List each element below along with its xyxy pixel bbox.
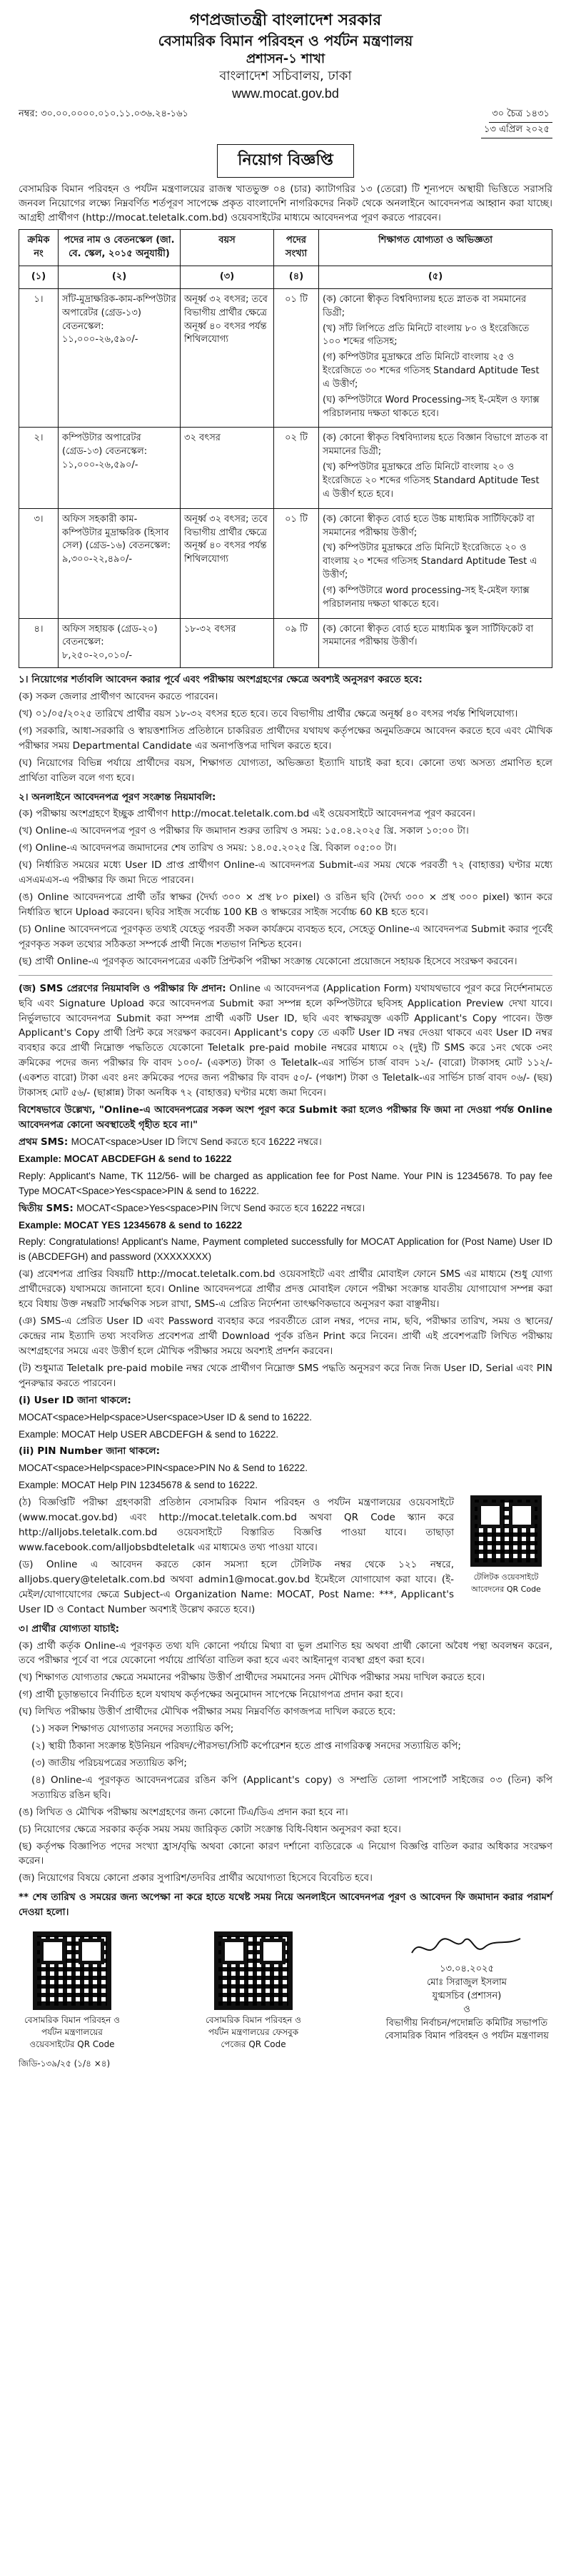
signature-block [381,1931,552,2044]
row-age: ১৮-৩২ বৎসর [181,618,274,668]
notice-title: নিয়োগ বিজ্ঞপ্তি [19,144,552,178]
section-heading: ১। নিয়োগের শর্তাবলি আবেদন করার পূর্বে এবং পরীক্ষায় অংশগ্রহণের ক্ষেত্রে অবশ্যই অনুসরণ করতে হবে: [19,674,423,686]
table-row [19,508,552,618]
signature-mark [406,1931,527,1963]
qualification-item: (ক) কোনো স্বীকৃত বিশ্ববিদ্যালয় হতে স্নাতক বা সমমানের ডিগ্রী; [323,293,527,318]
sms-warning: বিশেষভাবে উল্লেখ্য, "Online-এ আবেদনপত্রের সকল অংশ পূরণ করে Submit করা হলেও পরীক্ষার ফি জমা না দেওয়া পর্যন্ত Online আবেদনপত্র কোনো অবস্থাতেই গৃহীত হবে না।" [19,1104,552,1131]
document-item: (১) সকল শিক্ষাগত যোগ্যতার সনদের সত্যায়িত কপি; [31,1723,234,1735]
condition-item: (গ) সরকারি, আধা-সরকারি ও স্বায়ত্তশাসিত প্রতিষ্ঠানে চাকরিরত প্রার্থীদের যথাযথ কর্তৃপক্ষের অনুমতিক্রমে আবেদন করতে হবে এবং মৌখিক পরীক্ষার সময় Departmental Candidate এর অনাপত্তিপত্র দাখিল করতে হবে। [19,724,552,752]
col-serial: ক্রমিক নং [19,230,59,266]
row-age: অনূর্ধ্ব ৩২ বৎসর; তবে বিভাগীয় প্রার্থীর ক্ষেত্রে অনূর্ধ্ব ৪০ বৎসর পর্যন্ত শিথিলযোগ্য [181,508,274,618]
ministry-website: www.mocat.gov.bd [232,86,339,101]
section-heading: ৩। প্রার্থীর যোগ্যতা যাচাই: [19,1622,120,1635]
first-sms-format: MOCAT<space>User ID লিখে Send করতে হবে 16222 নম্বরে। [71,1136,322,1147]
pin-recovery-format: MOCAT<space>Help<space>PIN<space>PIN No & Send to 16222. [19,1463,308,1474]
row-post: কম্পিউটার অপারেটর (গ্রেড-১৩) বেতনস্কেল: ১১,০০০-২৬,৫৯০/- [59,428,181,508]
first-sms-reply: Reply: Applicant's Name, TK 112/56- will be charged as application fee for Post Name. Your PIN is 12345678. To pay fee Type MOCAT<Space>Yes<space>PIN & send to 16222. [19,1170,552,1196]
application-item: (খ) Online-এ আবেদনপত্র পূরণ ও পরীক্ষার ফি জমাদান শুরুর তারিখ ও সময়: ১৫.০৪.২০২৫ খ্রি. সকাল ১০:০০ টা। [19,825,469,837]
application-item: (ঙ) Online আবেদনপত্রে প্রার্থী তাঁর স্বাক্ষর (দৈর্ঘ্য ৩০০ × প্রস্থ ৮০ pixel) ও রঙিন ছবি (দৈর্ঘ্য ৩০০ × প্রস্থ ৩০০ pixel) স্ক্যান করে নির্ধারিত স্থানে Upload করবেন। ছবির সাইজ সর্বোচ্চ 100 KB ও স্বাক্ষরের সাইজ সর্বোচ্চ 60 KB হতে হবে। [19,892,552,919]
row-qualifications [319,428,552,508]
second-sms-label: দ্বিতীয় SMS: [19,1202,74,1214]
facebook-qr-label: বেসামরিক বিমান পরিবহন ও পর্যটন মন্ত্রণালয়ের ফেসবুক পেজের QR Code [205,2015,302,2049]
teletalk-qr-label: টেলিটক ওয়েবসাইটে আবেদনের QR Code [471,1572,541,1595]
facebook-qr-block [200,1931,307,2050]
application-item: (চ) Online আবেদনপত্রে পূরণকৃত তথ্যই যেহেতু পরবর্তী সকল কার্যক্রমে ব্যবহৃত হবে, সেহেতু Online-এ আবেদনপত্র Submit করার পূর্বেই পূরণকৃত সকল তথ্যের সঠিকতা সম্পর্কে প্রার্থী নিজে শতভাগ নিশ্চিত হবেন। [19,923,552,950]
col-qualification: শিক্ষাগত যোগ্যতা ও অভিজ্ঞতা [319,230,552,266]
colnum: (৩) [181,266,274,289]
first-sms-label: প্রথম SMS: [19,1136,69,1148]
application-item: (গ) Online-এ আবেদনপত্র জমাদানের শেষ তারিখ ও সময়: ১৪.০৫.২০২৫ খ্রি. বিকাল ০৫:০০ টা। [19,842,397,854]
signer-conjunction: ও [463,2004,470,2015]
signature-date: ১৩.০৪.২০২৫ [440,1964,494,1975]
colnum: (১) [19,266,59,289]
qualification-item: (ক) কোনো স্বীকৃত বোর্ড হতে মাধ্যমিক স্কুল সার্টিফিকেট বা সমমানের পরীক্ষায় উত্তীর্ণ। [323,623,534,648]
row-count: ০২ টি [274,428,319,508]
document-item: (২) স্থায়ী ঠিকানা সংক্রান্ত ইউনিয়ন পরিষদ/পৌরসভা/সিটি কর্পোরেশন হতে প্রাপ্ত নাগরিকত্ব সনদের সত্যায়িত কপি; [31,1740,461,1752]
colnum: (২) [59,266,181,289]
qualification-item: (খ) কম্পিউটার মুদ্রাক্ষরে প্রতি মিনিটে ইংরেজিতে ২০ ও বাংলায় ২০ শব্দের গতিসহ Standard Aptitude Test এ উত্তীর্ণ; [323,542,537,581]
condition-item: (খ) ০১/০৫/২০২৫ তারিখে প্রার্থীর বয়স ১৮-৩২ বৎসর হতে হবে। তবে বিভাগীয় প্রার্থীর ক্ষেত্রে অনূর্ধ্ব ৪০ বৎসর পর্যন্ত শিথিলযোগ্য। [19,707,518,719]
qualification-item: (খ) সাঁট লিপিতে প্রতি মিনিটে বাংলায় ৮০ ও ইংরেজিতে ১০০ শব্দের গতিসহ; [323,323,530,348]
userid-recovery-format: MOCAT<space>Help<space>User<space>User ID & send to 16222. [19,1411,312,1423]
second-sms-reply: Reply: Congratulations! Applicant's Name, Payment completed successfully for MOCAT Application for (Post Name) User ID is (ABCDEFGH) and password (XXXXXXXX) [19,1236,552,1263]
userid-recovery-example: Example: MOCAT Help USER ABCDEFGH & send to 16222. [19,1428,279,1440]
row-count: ০১ টি [274,508,319,618]
eligibility-item: (ক) প্রার্থী কর্তৃক Online-এ পূরণকৃত তথ্য যদি কোনো পর্যায়ে মিথ্যা বা ভুল প্রমাণিত হয় অথবা প্রার্থী কোনো অবৈধ পন্থা অবলম্বন করেন, তবে পরীক্ষার পূর্বে বা পরে যেকোনো পর্যায়ে প্রার্থিতা বাতিল করা হবে এবং আইনানুগ ব্যবস্থা গ্রহণ করা হবে। [19,1640,552,1667]
ministry-name: বেসামরিক বিমান পরিবহন ও পর্যটন মন্ত্রণালয় [158,31,413,49]
row-count: ০৯ টি [274,618,319,668]
row-post: অফিস সহকারী কাম-কম্পিউটার মুদ্রাক্ষরিক (হিসাব সেল) (গ্রেড-১৬) বেতনস্কেল: ৯,৩০০-২২,৪৯০/- [59,508,181,618]
notice-website-item: (ঠ) বিজ্ঞপ্তিটি পরীক্ষা গ্রহণকারী প্রতিষ্ঠান বেসামরিক বিমান পরিবহন ও পর্যটন মন্ত্রণালয়ের ওয়েবসাইটে (www.mocat.gov.bd) এবং http://mocat.teletalk.com.bd অথবা QR Code স্ক্যান করে http://alljobs.teletalk.com.bd ওয়েবসাইটে বিস্তারিত বিজ্ঞপ্তি পাওয়া যাবে। তাছাড়া www.facebook.com/alljobsbdteletalk এর মাধ্যমেও তথ্য পাওয়া যাবে। [19,1497,454,1553]
dfp-number: জিডি-১৩৯/২৫ (১/৪ ×৪) [19,2058,111,2069]
date-bangla: ৩০ চৈত্র ১৪৩১ [489,107,552,123]
document-item: (৪) Online-এ পূরণকৃত আবেদনপত্রের রঙিন কপি (Applicant's copy) ও সম্প্রতি তোলা পাসপোর্ট সাইজের ০৩ (তিন) কপি সত্যায়িত রঙিন ছবি। [31,1774,552,1801]
qualification-item: (গ) কম্পিউটার মুদ্রাক্ষরে প্রতি মিনিটে বাংলায় ২৫ ও ইংরেজিতে ৩০ শব্দের গতিসহ Standard Aptitude Test এ উত্তীর্ণ; [323,352,540,390]
branch-name: প্রশাসন-১ শাখা [246,51,325,66]
facebook-qr-code[interactable] [214,1931,293,2010]
row-serial: ৩। [19,508,59,618]
intro-paragraph: বেসামরিক বিমান পরিবহন ও পর্যটন মন্ত্রণালয়ের রাজস্ব খাতভুক্ত ০৪ (চার) ক্যাটাগরির ১৩ (তেরো) টি শূন্যপদে অস্থায়ী ভিত্তিতে সরাসরি জনবল নিয়োগের লক্ষ্যে নিম্নবর্ণিত শর্তপূরণ সাপেক্ষে প্রকৃত বাংলাদেশি নাগরিকদের নিকট থেকে অনলাইনে আবেদনপত্র আহ্বান করা যাচ্ছে। আগ্রহী প্রার্থীগণ (http://mocat.teletalk.com.bd) ওয়েবসাইটের মাধ্যমে আবেদনপত্র পূরণ করতে পারবেন। [19,183,552,224]
secretariat-address: বাংলাদেশ সচিবালয়, ঢাকা [219,68,352,84]
memo-line [19,107,552,138]
row-qualifications [319,618,552,668]
memo-number: নম্বর: ৩০.০০.০০০০.০১০.১১.০৩৬.২৪-১৬১ [19,108,188,119]
sms-intro: Online এ আবেদনপত্র (Application Form) যথাযথভাবে পূরণ করে নির্দেশনামতে ছবি এবং Signature Upload করে আবেদনপত্র Submit করা সম্পন্ন হলে কম্পিউটারে ছবিসহ Application Preview দেখা যাবে। নির্ভুলভাবে আবেদনপত্র Submit করা সম্পন্ন প্রার্থী একটি User ID, ছবি এবং স্বাক্ষরযুক্ত একটি Applicant's Copy পাবেন। উক্ত Applicant's Copy প্রার্থী প্রিন্ট করে সংরক্ষণ করবেন। Applicant's copy তে একটি User ID নম্বর দেওয়া থাকবে এবং User ID নম্বর ব্যবহার করে প্রার্থী নিম্নোক্ত পদ্ধতিতে যেকোনো Teletalk pre-paid mobile নম্বরের মাধ্যমে ০২ (দুই) টি SMS করে ১নং থেকে ৩নং ক্রমিকের পদের জন্য পরীক্ষার ফি বাবদ ১০০/- (একশত) টাকা ও Teletalk-এর সার্ভিস চার্জ বাবদ ১২/- (বারো) টাকাসহ মোট ১১২/- (একশত বারো) টাকা এবং ৪নং ক্রমিকের পদের জন্য পরীক্ষার ফি বাবদ ৫০/- (পঞ্চাশ) টাকা ও Teletalk-এর সার্ভিস চার্জ বাবদ ০৬/- (ছয়) টাকাসহ মোট ৫৬/- (ছাপ্পান্ন) টাকা অনধিক ৭২ (বাহাত্তর) ঘণ্টার মধ্যে জমা দিবেন। [19,982,552,1099]
userid-recovery-label: (i) User ID জানা থাকলে: [19,1394,131,1406]
row-post: সাঁট-মুদ্রাক্ষরিক-কাম-কম্পিউটার অপারেটর (গ্রেড-১৩) বেতনস্কেল: ১১,০০০-২৬,৫৯০/- [59,288,181,428]
colnum: (৪) [274,266,319,289]
signer-name: মোঃ সিরাজুল ইসলাম [426,1977,507,1989]
date-english: ১৩ এপ্রিল ২০২৫ [481,123,552,138]
website-qr-block [19,1931,126,2050]
col-age: বয়স [181,230,274,266]
application-item: (ঘ) নির্ধারিত সময়ের মধ্যে User ID প্রাপ্ত প্রার্থীগণ Online-এ আবেদনপত্র Submit-এর সময় থেকে পরবর্তী ৭২ (বাহাত্তর) ঘণ্টার মধ্যে এসএমএস-এ পরীক্ষার ফি জমা দিতে পারবেন। [19,859,552,887]
first-sms-example: Example: MOCAT ABCDEFGH & send to 16222 [19,1153,232,1164]
condition-item: (ঘ) নিয়োগের বিভিন্ন পর্যায়ে প্রার্থীদের বয়স, শিক্ষাগত যোগ্যতা, অভিজ্ঞতা ইত্যাদি যাচাই করা হবে। কোনো তথ্য অসত্য প্রমাণিত হলে প্রার্থিতা বাতিল বলে গণ্য হবে। [19,757,552,784]
row-count: ০১ টি [274,288,319,428]
col-count: পদের সংখ্যা [274,230,319,266]
sms-after-item: (ঞ) SMS-এ প্রেরিত User ID এবং Password ব্যবহার করে পরবর্তীতে রোল নম্বর, পদের নাম, ছবি, পরীক্ষার তারিখ, সময় ও স্থানের/কেন্দ্রের নাম ইত্যাদি তথ্য সংবলিত প্রবেশপত্র প্রার্থী Download পূর্বক রঙিন Print করে নিবেন। প্রার্থী এই প্রবেশপত্রটি লিখিত পরীক্ষায় অংশগ্রহণের সময়ে এবং উত্তীর্ণ হলে মৌখিক পরীক্ষার সময়ে অবশ্যই প্রদর্শন করবেন। [19,1315,552,1357]
eligibility-section [19,1622,552,1886]
eligibility-item: (জ) নিয়োগের বিষয়ে কোনো প্রকার সুপারিশ/তদবির প্রার্থীর অযোগ্যতা হিসেবে বিবেচিত হবে। [19,1872,373,1884]
application-item: (ছ) প্রার্থী Online-এ পূরণকৃত আবেদনপত্রের একটি প্রিন্টকপি পরীক্ষা সংক্রান্ত যেকোনো প্রয়োজনে সহায়ক হিসেবে সংরক্ষণ করবেন। [19,955,517,967]
row-serial: ২। [19,428,59,508]
row-age: অনূর্ধ্ব ৩২ বৎসর; তবে বিভাগীয় প্রার্থীর ক্ষেত্রে অনূর্ধ্ব ৪০ বৎসর পর্যন্ত শিথিলযোগ্য [181,288,274,428]
help-contact-item: (ড) Online এ আবেদন করতে কোন সমস্যা হলে টেলিটক নম্বর থেকে ১২১ নম্বরে, alljobs.query@teletalk.com.bd অথবা admin1@mocat.gov.bd ইমেইলে যোগাযোগ করা যাবে। (ই-মেইল/যোগাযোগের ক্ষেত্রে Subject-এ Organization Name: MOCAT, Post Name: ***, Applicant's User ID ও Contact Number অবশ্যই উল্লেখ করতে হবে।) [19,1558,454,1615]
col-post: পদের নাম ও বেতনস্কেল (জা. বে. স্কেল, ২০১৫ অনুযায়ী) [59,230,181,266]
page-divider [19,975,552,976]
posts-table [19,229,552,668]
row-serial: ১। [19,288,59,428]
second-sms-example: Example: MOCAT YES 12345678 & send to 16222 [19,1219,243,1231]
signer-title: যুগ্মসচিব (প্রশাসন) [432,1990,502,2001]
row-qualifications [319,288,552,428]
second-sms-format: MOCAT<Space>Yes<space>PIN লিখে Send করতে হবে 16222 নম্বরে। [76,1202,365,1213]
eligibility-item: (চ) নিয়োগের ক্ষেত্রে সরকার কর্তৃক সময় সময় জারিকৃত কোটা সংক্রান্ত বিধি-বিধান অনুসরণ করা হবে। [19,1823,401,1835]
signer-ministry: বেসামরিক বিমান পরিবহন ও পর্যটন মন্ত্রণালয় [385,2031,549,2042]
row-qualifications [319,508,552,618]
teletalk-qr-block [460,1495,552,1595]
document-item: (৩) জাতীয় পরিচয়পত্রের সত্যায়িত কপি; [31,1757,187,1769]
gov-name: গণপ্রজাতন্ত্রী বাংলাদেশ সরকার [189,11,382,29]
condition-item: (ক) সকল জেলার প্রার্থীগণ আবেদন করতে পারবেন। [19,691,218,703]
memo-dates [481,107,552,138]
colnum: (৫) [319,266,552,289]
final-note: ** শেষ তারিখ ও সময়ের জন্য অপেক্ষা না করে হাতে যথেষ্ট সময় নিয়ে অনলাইনে আবেদনপত্র পূরণ ও আবেদন ফি জমাদান করার পরামর্শ দেওয়া হলো। [19,1891,552,1919]
application-item: (ক) পরীক্ষায় অংশগ্রহণে ইচ্ছুক প্রার্থীগণ http://mocat.teletalk.com.bd এই ওয়েবসাইটে আবেদনপত্র পূরণ করবেন। [19,808,475,820]
eligibility-item: (ঙ) লিখিত ও মৌখিক পরীক্ষায় অংশগ্রহণের জন্য কোনো টিএ/ডিএ প্রদান করা হবে না। [19,1806,348,1818]
conditions-section [19,672,552,785]
table-row [19,428,552,508]
qualification-item: (গ) কম্পিউটারে word processing-সহ ই-মেইল ফ্যাক্স পরিচালনায় দক্ষতা থাকতে হবে। [323,585,530,610]
qualification-item: (খ) কম্পিউটার মুদ্রাক্ষরে প্রতি মিনিটে বাংলায় ২০ ও ইংরেজিতে ২০ শব্দের গতিসহ Standard Aptitude Test এ উত্তীর্ণ হতে হবে। [323,462,540,500]
pin-recovery-label: (ii) PIN Number জানা থাকলে: [19,1445,161,1458]
section-heading: ২। অনলাইনে আবেদনপত্র পূরণ সংক্রান্ত নিয়মাবলি: [19,791,216,803]
sms-after-item: (ট) শুধুমাত্র Teletalk pre-paid mobile নম্বর থেকে প্রার্থীগণ নিম্নোক্ত SMS পদ্ধতি অনুসরণ করে নিজ নিজ User ID, Serial এবং PIN পুনরুদ্ধার করতে পারবেন। [19,1362,552,1389]
row-post: অফিস সহায়ক (গ্রেড-২০) বেতনস্কেল: ৮,২৫০-২০,০১০/- [59,618,181,668]
teletalk-qr-code[interactable] [470,1495,542,1567]
table-row [19,288,552,428]
eligibility-item: (ছ) কর্তৃপক্ষ বিজ্ঞাপিত পদের সংখ্যা হ্রাস/বৃদ্ধি অথবা কোনো কারণ দর্শানো ব্যতিরেকে এ নিয়োগ বিজ্ঞপ্তি বাতিল করার অধিকার সংরক্ষণ করেন। [19,1840,552,1867]
qualification-item: (ক) কোনো স্বীকৃত বোর্ড হতে উচ্চ মাধ্যমিক সার্টিফিকেট বা সমমানের পরীক্ষায় উত্তীর্ণ; [323,513,535,538]
signer-committee: বিভাগীয় নির্বাচন/পদোন্নতি কমিটির সভাপতি [385,2017,548,2029]
qualification-item: (ক) কোনো স্বীকৃত বিশ্ববিদ্যালয় হতে বিজ্ঞান বিভাগে স্নাতক বা সমমানের ডিগ্রী; [323,433,548,458]
eligibility-item: (ঘ) লিখিত পরীক্ষায় উত্তীর্ণ প্রার্থীদের মৌখিক পরীক্ষার সময় নিম্নবর্ণিত কাগজপত্র দাখিল করতে হবে: [19,1706,396,1718]
sms-section [19,981,552,1617]
website-qr-label: বেসামরিক বিমান পরিবহন ও পর্যটন মন্ত্রণালয়ের ওয়েবসাইটের QR Code [24,2015,121,2049]
footer [19,1931,552,2050]
row-serial: ৪। [19,618,59,668]
pin-recovery-example: Example: MOCAT Help PIN 12345678 & send to 16222. [19,1480,258,1491]
online-application-section [19,790,552,969]
sms-heading: (জ) SMS প্রেরণের নিয়মাবলি ও পরীক্ষার ফি প্রদান: [19,982,226,994]
website-qr-code[interactable] [33,1931,111,2010]
row-age: ৩২ বৎসর [181,428,274,508]
government-header [19,10,552,103]
qualification-item: (ঘ) কম্পিউটারে Word Processing-সহ ই-মেইল ও ফ্যাক্স পরিচালনায় দক্ষতা থাকতে হবে। [323,394,540,419]
eligibility-item: (খ) শিক্ষাগত যোগ্যতার ক্ষেত্রে সমমানের পরীক্ষায় উত্তীর্ণ প্রার্থীদের সমমানের সনদ মৌখিক পরীক্ষার সময় দাখিল করতে হবে। [19,1672,485,1684]
table-row [19,618,552,668]
eligibility-item: (গ) প্রার্থী চূড়ান্তভাবে নির্বাচিত হলে যথাযথ কর্তৃপক্ষের অনুমোদন সাপেক্ষে নিয়োগপত্র প্রদান করা হবে। [19,1689,403,1701]
sms-after-item: (ঝ) প্রবেশপত্র প্রাপ্তির বিষয়টি http://mocat.teletalk.com.bd ওয়েবসাইটে এবং প্রার্থীর মোবাইল ফোনে SMS এর মাধ্যমে (শুধু যোগ্য প্রার্থীদেরকে) যথাসময়ে জানানো হবে। Online আবেদনপত্রে প্রার্থীর প্রদত্ত মোবাইল ফোনে পরীক্ষা সংক্রান্ত যাবতীয় যোগাযোগ সম্পন্ন করা হবে বিধায় উক্ত নম্বরটি সার্বক্ষণিক সচল রাখা, SMS-এ প্রেরিত নির্দেশনা তাৎক্ষণিকভাবে অনুসরণ করা বাঞ্ছনীয়। [19,1268,552,1310]
